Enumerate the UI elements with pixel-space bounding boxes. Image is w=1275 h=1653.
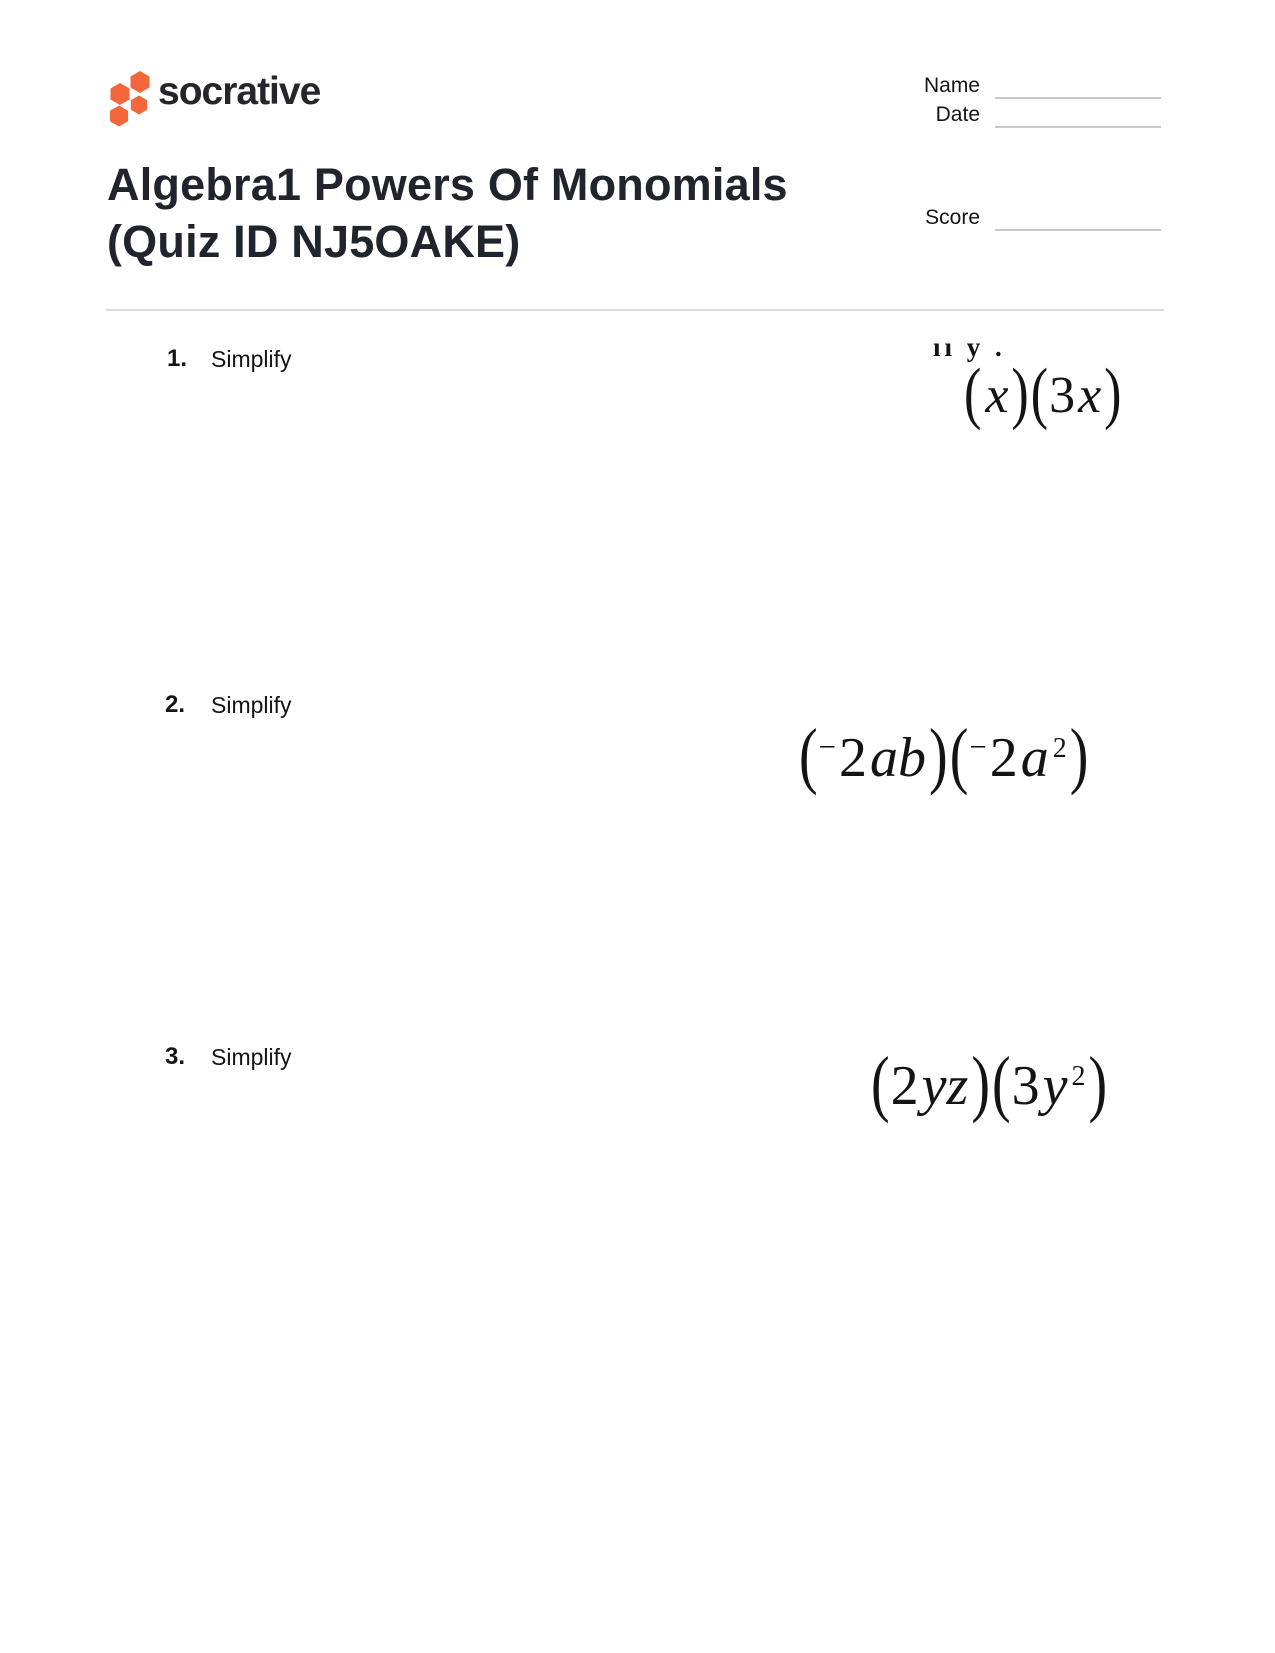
math-token-paren: (: [991, 1043, 1011, 1125]
math-token-paren: ): [971, 1043, 990, 1125]
question-2-prompt: Simplify: [211, 692, 292, 718]
math-token-paren: ): [1104, 355, 1122, 432]
math-token-paren: (: [964, 355, 982, 432]
question-1-number: 1.: [167, 345, 188, 372]
question-2-number: 2.: [165, 691, 186, 718]
question-3-math-expression: [870, 1043, 1108, 1125]
math-token-num: 2: [890, 1055, 919, 1117]
score-label: Score: [925, 206, 980, 229]
question-2-math-expression: [798, 715, 1089, 797]
math-token-var: ab: [870, 727, 927, 789]
math-token-paren: ): [929, 715, 948, 797]
math-token-paren: (: [871, 1043, 890, 1125]
math-token-num: 2: [989, 727, 1018, 789]
math-token-paren: ): [1088, 1043, 1108, 1125]
question-1-math-expression: [963, 355, 1123, 432]
math-token-paren: (: [799, 715, 818, 797]
name-blank-line: [995, 97, 1161, 99]
math-token-num: 3: [1049, 367, 1076, 424]
math-token-supminus: −: [818, 729, 837, 764]
quiz-title-line1: Algebra1 Powers Of Monomials: [107, 159, 788, 210]
math-token-paren: (: [1030, 355, 1049, 432]
question-1-prompt: Simplify: [211, 346, 292, 372]
math-token-var: yz: [921, 1055, 969, 1117]
score-blank-line: [995, 229, 1161, 231]
math-token-var: y: [1042, 1055, 1068, 1117]
date-blank-line: [995, 126, 1161, 128]
socrative-wordmark: socrative: [158, 70, 321, 113]
math-token-num: 2: [839, 727, 868, 789]
quiz-title: [107, 156, 887, 270]
date-label: Date: [935, 103, 980, 126]
math-token-var: x: [1078, 367, 1102, 424]
math-token-paren: ): [1069, 715, 1089, 797]
math-token-var: x: [985, 367, 1009, 424]
math-token-supminus: −: [969, 729, 987, 764]
header-divider: [106, 309, 1164, 311]
math-token-paren: ): [1011, 355, 1029, 432]
math-token-var: a: [1020, 727, 1049, 789]
question-3-number: 3.: [165, 1043, 186, 1070]
question-3-prompt: Simplify: [211, 1044, 292, 1070]
math-token-sup: 2: [1071, 1060, 1086, 1092]
socrative-hexagons-icon: [105, 68, 155, 130]
math-token-num: 3: [1011, 1055, 1040, 1117]
quiz-title-line2: (Quiz ID NJ5OAKE): [107, 216, 521, 267]
question-1-cropped-text-artifact: ıı y .: [933, 332, 1006, 362]
name-label: Name: [923, 74, 980, 97]
math-token-sup: 2: [1052, 732, 1067, 764]
math-token-paren: (: [949, 715, 969, 797]
